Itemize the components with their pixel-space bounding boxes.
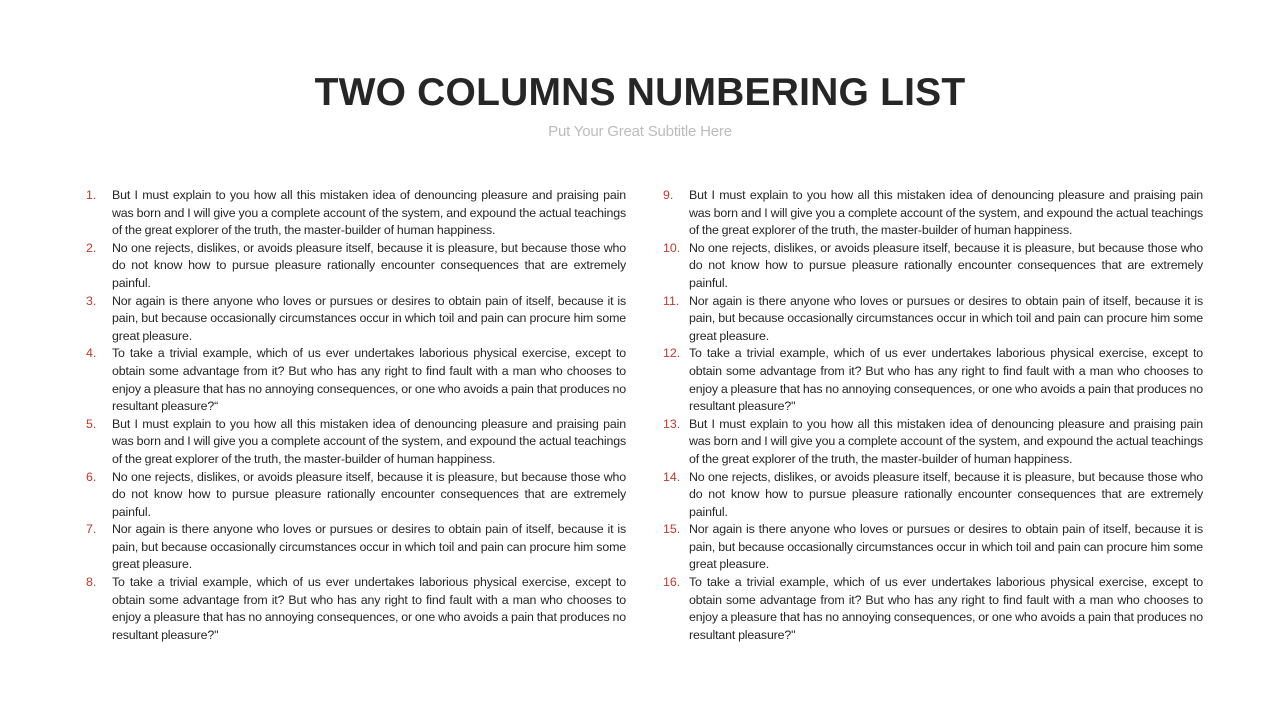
list-item-number: 2. [86, 240, 97, 255]
list-item [86, 293, 626, 346]
list-item-number: 10. [663, 240, 681, 255]
list-item [663, 345, 1203, 415]
list-item-number: 6. [86, 469, 97, 484]
list-column-right [663, 187, 1203, 644]
list-item [86, 416, 626, 469]
list-item-text: No one rejects, dislikes, or avoids pleasure itself, because it is pleasure, but because those who do not know how to pursue pleasure rationally encounter consequences that are extremely painful. [689, 469, 1203, 519]
list-item [86, 345, 626, 415]
list-item [86, 521, 626, 574]
list-item-text: But I must explain to you how all this mistaken idea of denouncing pleasure and praising pain was born and I will give you a complete account of the system, and expound the actual teachings of the great explorer of the truth, the master-builder of human happiness. [112, 416, 626, 466]
list-item-number: 3. [86, 293, 97, 308]
list-item-number: 13. [663, 416, 681, 431]
list-item [663, 574, 1203, 644]
list-item-text: No one rejects, dislikes, or avoids pleasure itself, because it is pleasure, but because those who do not know how to pursue pleasure rationally encounter consequences that are extremely painful. [112, 469, 626, 519]
list-item-text: To take a trivial example, which of us ever undertakes laborious physical exercise, except to obtain some advantage from it? But who has any right to find fault with a man who chooses to enjoy a pleasure that has no annoying consequences, or one who avoids a pain that produces no resultant pleasure?“ [112, 346, 626, 414]
list-item-text: Nor again is there anyone who loves or pursues or desires to obtain pain of itself, because it is pain, but because occasionally circumstances occur in which toil and pain can procure him some great pleasure. [112, 293, 626, 343]
list-item-text: But I must explain to you how all this mistaken idea of denouncing pleasure and praising pain was born and I will give you a complete account of the system, and expound the actual teachings of the great explorer of the truth, the master-builder of human happiness. [112, 188, 626, 238]
list-item-number: 1. [86, 188, 97, 202]
list-item-text: Nor again is there anyone who loves or pursues or desires to obtain pain of itself, because it is pain, but because occasionally circumstances occur in which toil and pain can procure him some great pleasure. [689, 293, 1203, 343]
page-title: TWO COLUMNS NUMBERING LIST [314, 71, 966, 114]
list-item [663, 240, 1203, 293]
list-item-number: 4. [86, 346, 97, 361]
list-item [86, 574, 626, 644]
list-item-text: To take a trivial example, which of us ever undertakes laborious physical exercise, except to obtain some advantage from it? But who has any right to find fault with a man who chooses to enjoy a pleasure that has no annoying consequences, or one who avoids a pain that produces no resultant pleasure?" [689, 346, 1203, 414]
list-item-text: But I must explain to you how all this mistaken idea of denouncing pleasure and praising pain was born and I will give you a complete account of the system, and expound the actual teachings of the great explorer of the truth, the master-builder of human happiness. [689, 416, 1203, 466]
list-item [663, 187, 1203, 240]
list-item-text: Nor again is there anyone who loves or pursues or desires to obtain pain of itself, because it is pain, but because occasionally circumstances occur in which toil and pain can procure him some great pleasure. [112, 522, 626, 572]
list-item-text: Nor again is there anyone who loves or pursues or desires to obtain pain of itself, because it is pain, but because occasionally circumstances occur in which toil and pain can procure him some great pleasure. [689, 522, 1203, 572]
list-item [86, 240, 626, 293]
list-item-number: 14. [663, 469, 681, 484]
list-column-left [86, 187, 626, 644]
list-item-text: To take a trivial example, which of us ever undertakes laborious physical exercise, except to obtain some advantage from it? But who has any right to find fault with a man who chooses to enjoy a pleasure that has no annoying consequences, or one who avoids a pain that produces no resultant pleasure?" [689, 575, 1203, 642]
list-item-text: No one rejects, dislikes, or avoids pleasure itself, because it is pleasure, but because those who do not know how to pursue pleasure rationally encounter consequences that are extremely painful. [689, 240, 1203, 290]
list-item-number: 7. [86, 522, 97, 537]
list-item-number: 5. [86, 416, 97, 431]
list-item-number: 15. [663, 522, 681, 537]
list-item-number: 16. [663, 575, 681, 590]
list-item [663, 521, 1203, 574]
list-item-text: To take a trivial example, which of us ever undertakes laborious physical exercise, except to obtain some advantage from it? But who has any right to find fault with a man who chooses to enjoy a pleasure that has no annoying consequences, or one who avoids a pain that produces no resultant pleasure?" [112, 575, 626, 642]
list-item-text: No one rejects, dislikes, or avoids pleasure itself, because it is pleasure, but because those who do not know how to pursue pleasure rationally encounter consequences that are extremely painful. [112, 240, 626, 290]
list-item-number: 8. [86, 575, 97, 590]
list-item-number: 11. [663, 293, 680, 308]
list-item [86, 187, 626, 240]
list-item [663, 416, 1203, 469]
list-item-number: 12. [663, 346, 681, 361]
list-item-text: But I must explain to you how all this mistaken idea of denouncing pleasure and praising pain was born and I will give you a complete account of the system, and expound the actual teachings of the great explorer of the truth, the master-builder of human happiness. [689, 188, 1203, 238]
list-item [86, 469, 626, 522]
list-item [663, 469, 1203, 522]
page-subtitle: Put Your Great Subtitle Here [548, 123, 732, 140]
list-item-number: 9. [663, 188, 674, 202]
list-item [663, 293, 1203, 346]
